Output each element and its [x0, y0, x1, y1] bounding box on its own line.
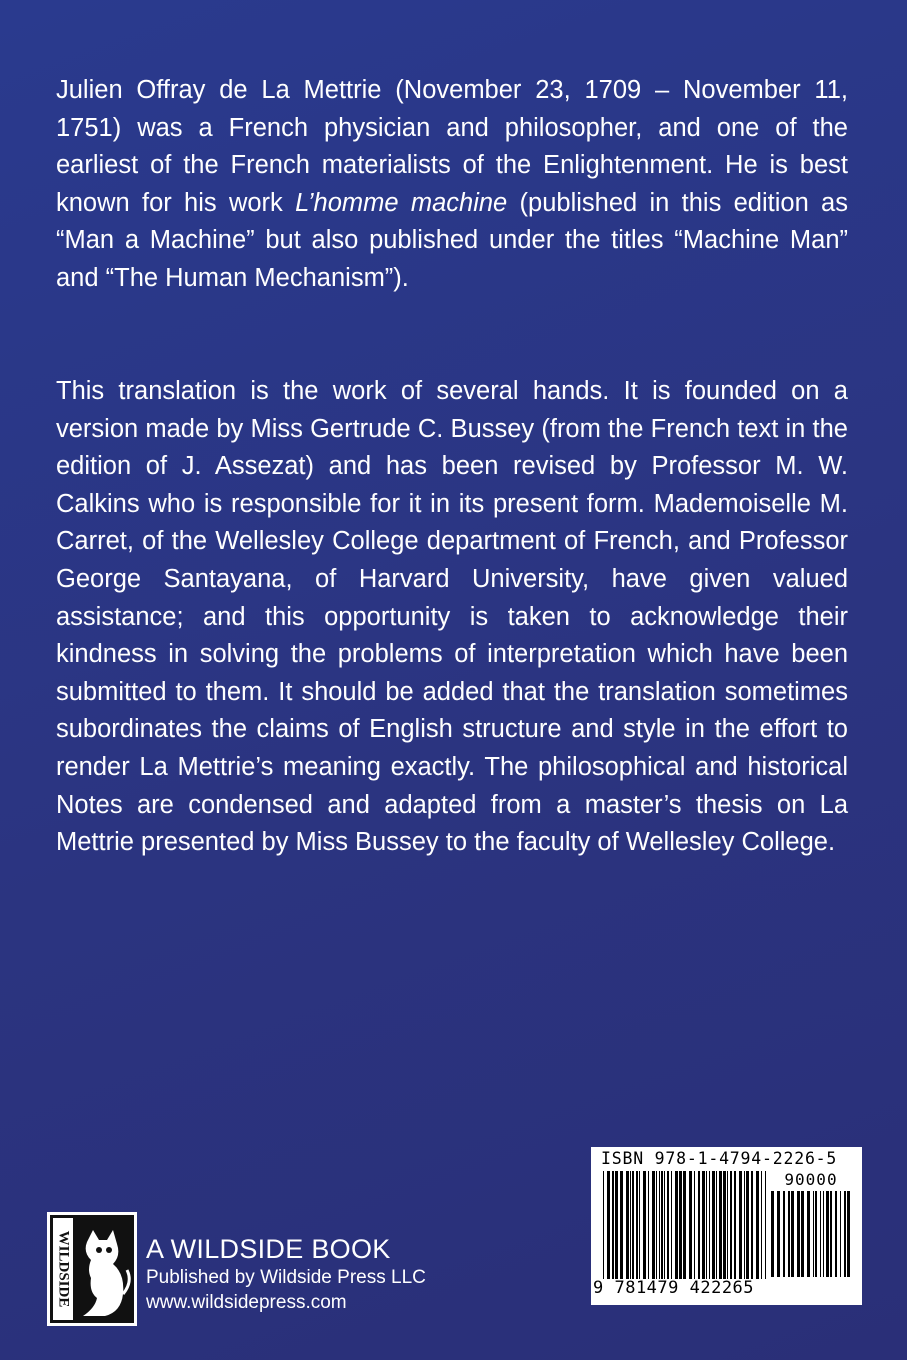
bio-text-end: (published in this edition as “Man a Machine” but also published under the titles “Machine Man” and “The Human Mechanism”).	[56, 188, 848, 292]
barcode-bar	[683, 1171, 686, 1279]
barcode-bar	[813, 1191, 814, 1277]
barcode-bar	[840, 1191, 841, 1277]
addon-bars	[771, 1191, 851, 1277]
barcode-bar	[636, 1171, 638, 1279]
barcode-bar	[659, 1171, 660, 1279]
ean-digits: 9 781479 422265	[593, 1278, 755, 1298]
barcode-bar	[648, 1171, 649, 1279]
barcode-bar	[615, 1171, 618, 1279]
barcode-bar	[630, 1171, 631, 1279]
barcode-bar	[626, 1171, 629, 1279]
author-bio-paragraph	[56, 72, 848, 298]
barcode-bar	[797, 1191, 800, 1277]
barcode-bar	[746, 1171, 749, 1279]
barcode-bar	[689, 1171, 692, 1279]
barcode-bar	[643, 1171, 646, 1279]
barcode-bar	[847, 1191, 850, 1277]
barcode-bar	[716, 1171, 717, 1279]
barcode-bar	[771, 1191, 774, 1277]
barcode-bar	[620, 1171, 623, 1279]
barcode-bar	[835, 1191, 837, 1277]
barcode-bar	[739, 1171, 742, 1279]
barcode-bar	[765, 1171, 766, 1279]
barcode-bar	[723, 1171, 726, 1279]
barcode-bar	[709, 1171, 710, 1279]
addon-price-code: 90000	[784, 1170, 838, 1189]
barcode-bar	[830, 1191, 832, 1277]
barcode-bar	[791, 1191, 794, 1277]
isbn-barcode	[591, 1147, 862, 1305]
barcode-bar	[712, 1171, 715, 1279]
translation-note-paragraph: This translation is the work of several hands. It is founded on a version made by Miss Gertrude C. Bussey (from the French text in the edition of J. Assezat) and has been revised by Professor M. W. Calkins who is responsible for it in its present form. Mademoiselle M. Carret, of the Wellesley College department of French, and Professor George Santayana, of Harvard University, have given valued assistance; and this opportunity is taken to acknowledge their kindness in solving the problems of interpretation which have been submitted to them. It should be added that the translation sometimes subordinates the claims of English structure and style in the effort to render La Mettrie’s meaning exactly. The philosophical and historical Notes are condensed and adapted from a master’s thesis on La Mettrie presented by Miss Bussey to the faculty of Wellesley College.	[56, 377, 848, 857]
barcode-bar	[719, 1171, 722, 1279]
ean-bars	[603, 1171, 767, 1279]
barcode-bar	[603, 1171, 604, 1279]
barcode-bar	[744, 1171, 745, 1279]
barcode-bar	[783, 1191, 785, 1277]
barcode-bar	[820, 1191, 821, 1277]
barcode-bar	[656, 1171, 657, 1279]
wildside-cat-logo-icon	[47, 1212, 137, 1326]
barcode-bar	[756, 1171, 759, 1279]
barcode-bar	[612, 1171, 614, 1279]
published-by-line: Published by Wildside Press LLC	[146, 1267, 426, 1288]
barcode-bar	[730, 1171, 732, 1279]
barcode-bar	[664, 1171, 665, 1279]
barcode-bar	[607, 1171, 610, 1279]
barcode-bar	[751, 1171, 753, 1279]
imprint-title: A WILDSIDE BOOK	[146, 1234, 391, 1264]
book-title-italic: L’homme machine	[295, 188, 508, 217]
barcode-bar	[777, 1191, 780, 1277]
barcode-bar	[844, 1191, 846, 1277]
barcode-bar	[661, 1171, 663, 1279]
barcode-bar	[801, 1191, 804, 1277]
barcode-bar	[671, 1171, 672, 1279]
barcode-bar	[815, 1191, 817, 1277]
barcode-bar	[727, 1171, 728, 1279]
barcode-bar	[807, 1191, 810, 1277]
barcode-bar	[679, 1171, 682, 1279]
barcode-bar	[652, 1171, 655, 1279]
barcode-bar	[702, 1171, 705, 1279]
barcode-bar	[698, 1171, 700, 1279]
barcode-bar	[667, 1171, 669, 1279]
barcode-bar	[826, 1191, 829, 1277]
barcode-bar	[639, 1171, 640, 1279]
barcode-bar	[675, 1171, 678, 1279]
barcode-bar	[632, 1171, 634, 1279]
isbn-label: ISBN 978-1-4794-2226-5	[601, 1149, 838, 1168]
barcode-bar	[761, 1171, 762, 1279]
publisher-block	[146, 1233, 426, 1315]
publisher-website: www.wildsidepress.com	[146, 1292, 347, 1313]
logo-text: WILDSIDE	[55, 1230, 72, 1308]
barcode-bar	[823, 1191, 824, 1277]
barcode-bar	[734, 1171, 736, 1279]
barcode-bar	[694, 1171, 695, 1279]
barcode-bar	[788, 1191, 790, 1277]
barcode-bar	[706, 1171, 707, 1279]
bio-text-start: Julien Offray de La Mettrie (November 23, 1709 – November 11, 1751) was a French physician and philosopher, and one of the earliest of the French materialists of the Enlightenment. He is best known for his work	[56, 76, 848, 217]
